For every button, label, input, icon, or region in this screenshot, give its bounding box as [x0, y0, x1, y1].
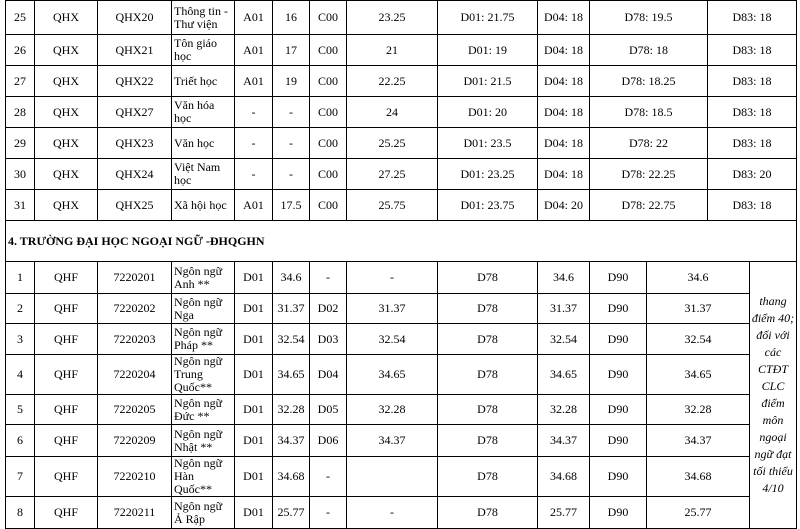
- combo-cell: D90: [590, 395, 647, 425]
- combo-cell: -: [310, 262, 347, 294]
- program-name-cell: Ngôn ngữ Đức **: [172, 395, 235, 425]
- table-row: [6, 190, 797, 221]
- school-code-cell: QHF: [35, 262, 98, 294]
- score-cell: 32.54: [647, 324, 750, 355]
- score-cell: 32.28: [347, 395, 438, 425]
- table-row: [6, 497, 797, 529]
- stt-cell: 8: [6, 497, 35, 529]
- table-row: [6, 294, 797, 324]
- admission-score-table: [5, 0, 797, 529]
- combo-cell: D01: [235, 294, 273, 324]
- table-row: [6, 35, 797, 66]
- score-cell: -: [347, 262, 438, 294]
- qhf-section: [6, 221, 797, 262]
- score-cell: -: [347, 497, 438, 529]
- combo-cell: D90: [590, 355, 647, 395]
- combo-score-cell: D04: 18: [538, 128, 590, 159]
- combo-cell: D06: [310, 425, 347, 457]
- school-code-cell: QHF: [35, 457, 98, 497]
- score-cell: 34.68: [538, 457, 590, 497]
- score-cell: 16: [273, 1, 310, 35]
- combo-cell: D02: [310, 294, 347, 324]
- stt-cell: 27: [6, 66, 35, 97]
- combo-score-cell: D78: 22.75: [590, 190, 708, 221]
- combo-score-cell: D78: 18.5: [590, 97, 708, 128]
- score-cell: 25.75: [347, 190, 438, 221]
- combo-cell: D01: [235, 425, 273, 457]
- stt-cell: 5: [6, 395, 35, 425]
- combo-score-cell: D83: 20: [708, 159, 797, 190]
- combo-cell: D01: [235, 262, 273, 294]
- score-cell: -: [273, 159, 310, 190]
- score-cell: 34.37: [538, 425, 590, 457]
- program-name-cell: Ngôn ngữ Trung Quốc**: [172, 355, 235, 395]
- combo-cell: D78: [438, 355, 538, 395]
- score-cell: 31.37: [647, 294, 750, 324]
- score-cell: 34.68: [273, 457, 310, 497]
- score-cell: 24: [347, 97, 438, 128]
- combo-cell: A01: [235, 190, 273, 221]
- combo-cell: D01: [235, 355, 273, 395]
- score-cell: 25.77: [538, 497, 590, 529]
- school-code-cell: QHX: [35, 190, 98, 221]
- program-code-cell: 7220205: [98, 395, 172, 425]
- combo-cell: D78: [438, 294, 538, 324]
- table-row: [6, 1, 797, 35]
- combo-cell: C00: [310, 1, 347, 35]
- program-code-cell: 7220209: [98, 425, 172, 457]
- score-cell: 31.37: [347, 294, 438, 324]
- combo-score-cell: D01: 23.25: [438, 159, 538, 190]
- program-name-cell: Ngôn ngữ Anh **: [172, 262, 235, 294]
- stt-cell: 25: [6, 1, 35, 35]
- school-code-cell: QHF: [35, 497, 98, 529]
- score-cell: 34.6: [273, 262, 310, 294]
- combo-score-cell: D78: 18.25: [590, 66, 708, 97]
- combo-cell: D78: [438, 425, 538, 457]
- score-cell: 34.6: [538, 262, 590, 294]
- school-code-cell: QHX: [35, 35, 98, 66]
- school-code-cell: QHX: [35, 97, 98, 128]
- combo-score-cell: D78: 22: [590, 128, 708, 159]
- table-row: [6, 128, 797, 159]
- program-code-cell: QHX24: [98, 159, 172, 190]
- score-cell: 34.37: [273, 425, 310, 457]
- combo-cell: C00: [310, 35, 347, 66]
- score-cell: 32.54: [273, 324, 310, 355]
- table-row: [6, 457, 797, 497]
- score-cell: 34.6: [647, 262, 750, 294]
- combo-cell: D90: [590, 497, 647, 529]
- stt-cell: 29: [6, 128, 35, 159]
- combo-cell: D78: [438, 324, 538, 355]
- combo-cell: D01: [235, 324, 273, 355]
- stt-cell: 31: [6, 190, 35, 221]
- score-cell: 21: [347, 35, 438, 66]
- combo-cell: D01: [235, 497, 273, 529]
- stt-cell: 2: [6, 294, 35, 324]
- program-name-cell: Triết học: [172, 66, 235, 97]
- combo-cell: C00: [310, 97, 347, 128]
- program-name-cell: Ngôn ngữ Nga: [172, 294, 235, 324]
- combo-score-cell: D83: 18: [708, 66, 797, 97]
- table-row: [6, 324, 797, 355]
- combo-cell: C00: [310, 190, 347, 221]
- score-cell: 34.65: [647, 355, 750, 395]
- program-name-cell: Văn hóa học: [172, 97, 235, 128]
- school-code-cell: QHF: [35, 294, 98, 324]
- score-cell: 31.37: [273, 294, 310, 324]
- combo-cell: A01: [235, 35, 273, 66]
- stt-cell: 7: [6, 457, 35, 497]
- score-cell: 34.37: [347, 425, 438, 457]
- score-cell: 32.28: [647, 395, 750, 425]
- combo-cell: D05: [310, 395, 347, 425]
- school-code-cell: QHX: [35, 128, 98, 159]
- stt-cell: 6: [6, 425, 35, 457]
- stt-cell: 30: [6, 159, 35, 190]
- combo-cell: D01: [235, 395, 273, 425]
- qhf-rows: [6, 262, 797, 529]
- score-cell: 25.25: [347, 128, 438, 159]
- note-cell: thang điểm 40; đối với các CTĐT CLC điểm môn ngoại ngữ đạt tối thiểu 4/10: [750, 262, 797, 529]
- program-code-cell: 7220210: [98, 457, 172, 497]
- combo-score-cell: D04: 20: [538, 190, 590, 221]
- program-code-cell: QHX22: [98, 66, 172, 97]
- combo-score-cell: D04: 18: [538, 35, 590, 66]
- combo-score-cell: D83: 18: [708, 97, 797, 128]
- combo-cell: -: [310, 497, 347, 529]
- score-cell: 17: [273, 35, 310, 66]
- score-cell: -: [273, 128, 310, 159]
- stt-cell: 4: [6, 355, 35, 395]
- score-cell: 34.65: [273, 355, 310, 395]
- score-cell: 22.25: [347, 66, 438, 97]
- score-cell: 17.5: [273, 190, 310, 221]
- table-row: [6, 395, 797, 425]
- combo-score-cell: D01: 20: [438, 97, 538, 128]
- program-name-cell: Ngôn ngữ Hàn Quốc**: [172, 457, 235, 497]
- score-cell: 34.68: [647, 457, 750, 497]
- combo-score-cell: D01: 21.75: [438, 1, 538, 35]
- program-name-cell: Văn học: [172, 128, 235, 159]
- program-name-cell: Việt Nam học: [172, 159, 235, 190]
- table-row: [6, 159, 797, 190]
- combo-cell: -: [310, 457, 347, 497]
- score-cell: 32.28: [273, 395, 310, 425]
- score-cell: 25.77: [647, 497, 750, 529]
- combo-score-cell: D83: 18: [708, 128, 797, 159]
- combo-score-cell: D83: 18: [708, 190, 797, 221]
- combo-cell: D90: [590, 457, 647, 497]
- school-code-cell: QHF: [35, 425, 98, 457]
- school-code-cell: QHF: [35, 355, 98, 395]
- combo-cell: D90: [590, 425, 647, 457]
- table-row: [6, 355, 797, 395]
- combo-score-cell: D04: 18: [538, 97, 590, 128]
- combo-score-cell: D04: 18: [538, 159, 590, 190]
- score-cell: 32.54: [538, 324, 590, 355]
- program-name-cell: Ngôn ngữ Pháp **: [172, 324, 235, 355]
- score-cell: 25.77: [273, 497, 310, 529]
- combo-cell: D01: [235, 457, 273, 497]
- stt-cell: 3: [6, 324, 35, 355]
- program-code-cell: 7220204: [98, 355, 172, 395]
- combo-cell: D90: [590, 262, 647, 294]
- combo-cell: D78: [438, 497, 538, 529]
- combo-cell: -: [235, 159, 273, 190]
- combo-score-cell: D01: 21.5: [438, 66, 538, 97]
- program-code-cell: QHX23: [98, 128, 172, 159]
- score-cell: 23.25: [347, 1, 438, 35]
- score-cell: 19: [273, 66, 310, 97]
- combo-score-cell: D04: 18: [538, 1, 590, 35]
- score-cell: [347, 457, 438, 497]
- score-cell: -: [273, 97, 310, 128]
- combo-score-cell: D83: 18: [708, 1, 797, 35]
- school-code-cell: QHX: [35, 1, 98, 35]
- school-code-cell: QHX: [35, 159, 98, 190]
- program-code-cell: QHX27: [98, 97, 172, 128]
- program-code-cell: QHX21: [98, 35, 172, 66]
- score-cell: 31.37: [538, 294, 590, 324]
- combo-score-cell: D78: 19.5: [590, 1, 708, 35]
- section-header-row: [6, 221, 797, 262]
- table-row: [6, 262, 797, 294]
- school-code-cell: QHX: [35, 66, 98, 97]
- combo-score-cell: D01: 23.5: [438, 128, 538, 159]
- program-code-cell: 7220203: [98, 324, 172, 355]
- combo-cell: C00: [310, 128, 347, 159]
- program-name-cell: Ngôn ngữ Nhật **: [172, 425, 235, 457]
- table-row: [6, 66, 797, 97]
- combo-cell: D78: [438, 262, 538, 294]
- combo-score-cell: D01: 23.75: [438, 190, 538, 221]
- score-cell: 34.37: [647, 425, 750, 457]
- qhx-section: [6, 1, 797, 221]
- combo-score-cell: D78: 22.25: [590, 159, 708, 190]
- program-code-cell: 7220202: [98, 294, 172, 324]
- combo-cell: D78: [438, 395, 538, 425]
- table-row: [6, 97, 797, 128]
- school-code-cell: QHF: [35, 324, 98, 355]
- school-code-cell: QHF: [35, 395, 98, 425]
- stt-cell: 1: [6, 262, 35, 294]
- score-cell: 34.65: [347, 355, 438, 395]
- combo-cell: C00: [310, 66, 347, 97]
- table-row: [6, 425, 797, 457]
- combo-score-cell: D04: 18: [538, 66, 590, 97]
- program-name-cell: Tôn giáo học: [172, 35, 235, 66]
- combo-score-cell: D01: 19: [438, 35, 538, 66]
- combo-cell: -: [235, 128, 273, 159]
- score-cell: 32.54: [347, 324, 438, 355]
- combo-cell: -: [235, 97, 273, 128]
- program-code-cell: 7220201: [98, 262, 172, 294]
- combo-cell: D03: [310, 324, 347, 355]
- program-name-cell: Ngôn ngữ Ả Rập: [172, 497, 235, 529]
- program-code-cell: 7220211: [98, 497, 172, 529]
- program-code-cell: QHX20: [98, 1, 172, 35]
- program-name-cell: Xã hội học: [172, 190, 235, 221]
- section-title: 4. TRƯỜNG ĐẠI HỌC NGOẠI NGỮ -ĐHQGHN: [6, 221, 797, 262]
- score-cell: 27.25: [347, 159, 438, 190]
- stt-cell: 28: [6, 97, 35, 128]
- combo-cell: A01: [235, 66, 273, 97]
- stt-cell: 26: [6, 35, 35, 66]
- combo-score-cell: D83: 18: [708, 35, 797, 66]
- program-name-cell: Thông tin - Thư viện: [172, 1, 235, 35]
- program-code-cell: QHX25: [98, 190, 172, 221]
- combo-score-cell: D78: 18: [590, 35, 708, 66]
- combo-cell: D90: [590, 324, 647, 355]
- combo-cell: D90: [590, 294, 647, 324]
- combo-cell: A01: [235, 1, 273, 35]
- score-cell: 32.28: [538, 395, 590, 425]
- combo-cell: D78: [438, 457, 538, 497]
- combo-cell: D04: [310, 355, 347, 395]
- score-cell: 34.65: [538, 355, 590, 395]
- combo-cell: C00: [310, 159, 347, 190]
